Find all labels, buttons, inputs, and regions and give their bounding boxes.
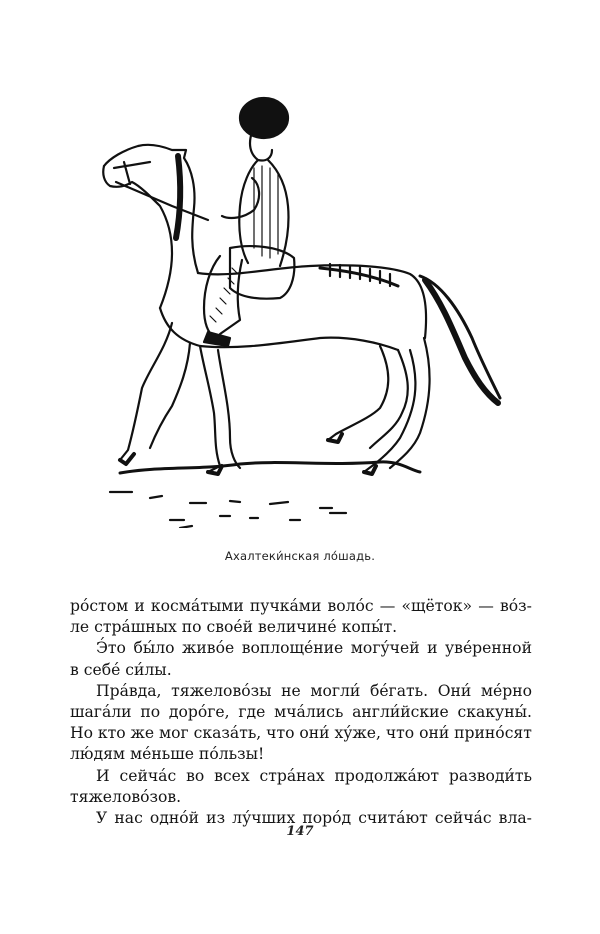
word: поро́д <box>302 809 352 828</box>
word: ро́стом <box>70 597 129 615</box>
text-line <box>70 787 532 808</box>
word: стра́нах <box>259 766 325 785</box>
word: сказа́ть, <box>193 724 262 743</box>
word: Э́то <box>96 639 126 658</box>
word: кто <box>97 724 126 743</box>
word: воло́с <box>327 597 374 615</box>
illustration-caption: Ахалтеки́нская ло́шадь. <box>224 549 376 563</box>
word: — <box>379 597 396 615</box>
word: где <box>238 703 266 722</box>
word: И <box>96 766 110 785</box>
word: всех <box>214 766 250 785</box>
word: одно́й <box>149 809 200 828</box>
word: пучка́ми <box>249 597 322 615</box>
text-line <box>70 596 532 617</box>
word: доро́ге, <box>168 703 230 722</box>
word: бе́гать. <box>369 681 429 700</box>
word: могли́ <box>310 681 361 700</box>
word: не <box>281 681 301 700</box>
text-line <box>70 681 532 702</box>
word: могу́чей <box>350 639 420 658</box>
word: «щёток» <box>401 597 473 615</box>
page-number: 147 <box>286 824 314 839</box>
word: ху́же, <box>334 724 381 743</box>
text-line <box>70 617 532 638</box>
word: и <box>427 639 438 658</box>
word: и <box>134 597 145 615</box>
word: бы́ло <box>133 639 175 658</box>
word: тяжелово́зы <box>171 681 272 700</box>
word: Но <box>70 724 93 743</box>
word: мча́лись <box>274 703 344 722</box>
text-line <box>70 702 532 723</box>
text-line-content: в себе́ си́лы. <box>70 660 172 679</box>
word: Они́ <box>437 681 472 700</box>
word: сейча́с <box>434 809 492 828</box>
word: мог <box>159 724 189 743</box>
word: счита́ют <box>358 809 428 828</box>
word: вла- <box>498 809 532 828</box>
word: Пра́вда, <box>96 681 162 700</box>
word: косма́тыми <box>150 597 244 615</box>
word: живо́е <box>182 639 235 658</box>
word: же <box>130 724 155 743</box>
word: продолжа́ют <box>334 766 440 785</box>
word: У <box>96 809 108 828</box>
word: из <box>206 809 226 828</box>
rider-on-horse-illustration <box>80 88 520 528</box>
text-line <box>70 638 532 659</box>
word: во <box>186 766 205 785</box>
word: лу́чших <box>232 809 296 828</box>
word: скакуны́. <box>457 703 532 722</box>
text-line <box>70 744 532 765</box>
word: разводи́ть <box>448 766 532 785</box>
word: воплоще́ние <box>241 639 344 658</box>
word: — <box>478 597 494 615</box>
text-line-content: ле стра́шных по свое́й величине́ копы́т. <box>70 618 398 637</box>
word: сейча́с <box>119 766 177 785</box>
word: они́ <box>419 724 450 743</box>
word: что <box>266 724 295 743</box>
text-line-content: лю́дям ме́ньше по́льзы! <box>70 745 265 764</box>
horse-rider-illustration <box>80 88 520 528</box>
word: они́ <box>299 724 330 743</box>
word: во́з- <box>499 597 532 615</box>
word: ме́рно <box>480 681 532 700</box>
text-line <box>70 723 532 744</box>
text-line <box>70 660 532 681</box>
word: англи́йские <box>352 703 449 722</box>
text-line-content: тяжелово́зов. <box>70 787 182 806</box>
word: что <box>385 724 415 743</box>
word: уве́ренной <box>445 639 532 658</box>
body-text <box>70 596 532 829</box>
word: шага́ли <box>70 703 132 722</box>
word: прино́сят <box>454 724 532 743</box>
word: нас <box>114 809 143 828</box>
word: по <box>140 703 161 722</box>
text-line <box>70 766 532 787</box>
